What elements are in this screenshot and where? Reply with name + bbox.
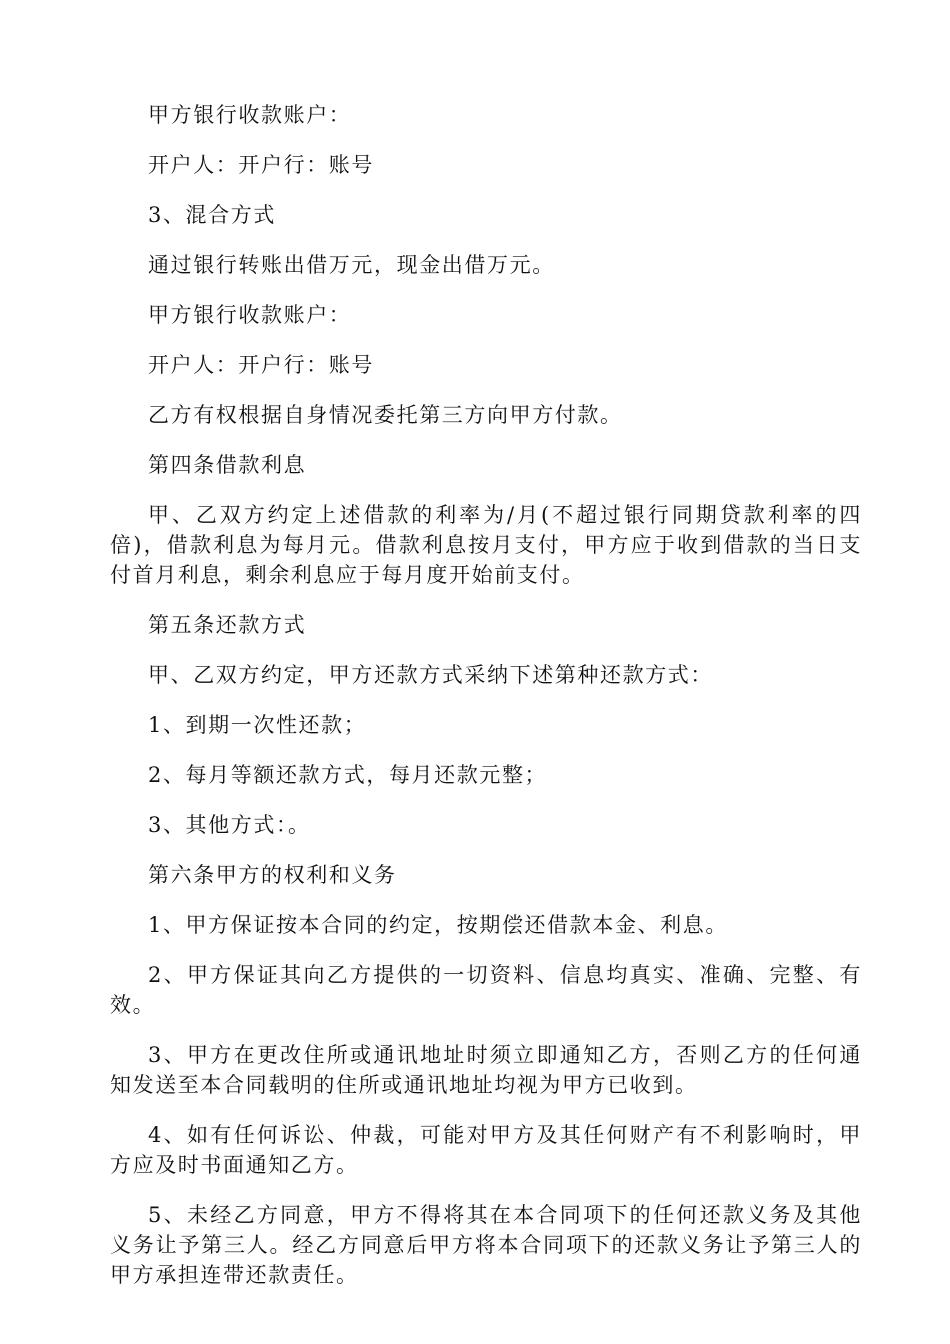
paragraph-account-holder-1: 开户人：开户行：账号 (148, 153, 374, 177)
paragraph-transfer-cash: 通过银行转账出借万元，现金出借万元。 (148, 253, 555, 277)
list-item-duty-2: 2、甲方保证其向乙方提供的一切资料、信息均真实、准确、完整、有效。 (110, 963, 862, 1017)
heading-article-4: 第四条借款利息 (148, 453, 307, 477)
paragraph-interest-terms: 甲、乙双方约定上述借款的利率为/月(不超过银行同期贷款利率的四倍)，借款利息为每月元。借款利息按月支付，甲方应于收到借款的当日支付首月利息，剩余利息应于每月度开始前支付。 (110, 503, 862, 587)
heading-article-5: 第五条还款方式 (148, 613, 307, 637)
list-item-repayment-3: 3、其他方式：。 (148, 813, 311, 837)
document-body (110, 100, 862, 1290)
paragraph-mixed-method: 3、混合方式 (148, 203, 276, 227)
list-item-repayment-2: 2、每月等额还款方式，每月还款元整； (148, 763, 548, 787)
heading-article-6: 第六条甲方的权利和义务 (148, 863, 397, 887)
list-item-repayment-1: 1、到期一次性还款； (148, 713, 367, 737)
list-item-duty-5: 5、未经乙方同意，甲方不得将其在本合同项下的任何还款义务及其他义务让予第三人。经乙方同意后甲方将本合同项下的还款义务让予第三人的甲方承担连带还款责任。 (110, 1203, 862, 1287)
paragraph-third-party-payment: 乙方有权根据自身情况委托第三方向甲方付款。 (148, 403, 623, 427)
paragraph-bank-account-2: 甲方银行收款账户： (148, 303, 352, 327)
paragraph-account-holder-2: 开户人：开户行：账号 (148, 353, 374, 377)
paragraph-bank-account-1: 甲方银行收款账户： (148, 103, 352, 127)
list-item-duty-3: 3、甲方在更改住所或通讯地址时须立即通知乙方，否则乙方的任何通知发送至本合同载明的住所或通讯地址均视为甲方已收到。 (110, 1043, 862, 1097)
list-item-duty-1: 1、甲方保证按本合同的约定，按期偿还借款本金、利息。 (148, 913, 728, 937)
paragraph-repayment-intro: 甲、乙双方约定，甲方还款方式采纳下述第种还款方式： (148, 663, 713, 687)
list-item-duty-4: 4、如有任何诉讼、仲裁，可能对甲方及其任何财产有不利影响时，甲方应及时书面通知乙方。 (110, 1123, 862, 1177)
